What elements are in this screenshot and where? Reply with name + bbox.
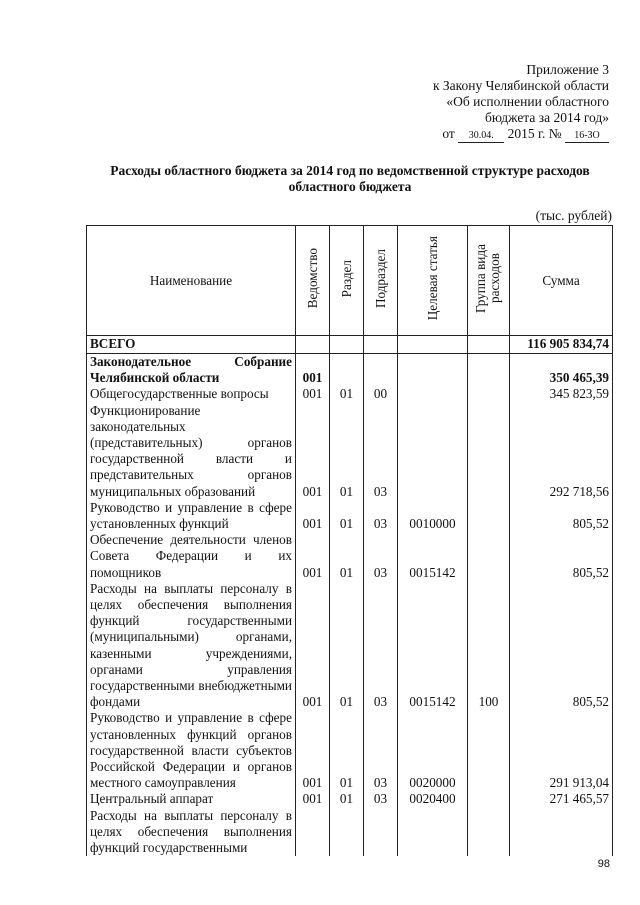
- cell-subsection: 03: [364, 710, 398, 791]
- cell-section: 01: [330, 710, 364, 791]
- cell-subsection: 03: [364, 403, 398, 500]
- cell-target: 0020400: [398, 791, 468, 807]
- cell-sum: 271 465,57: [510, 791, 613, 807]
- cell-sum: 805,52: [510, 532, 613, 581]
- header-group-label: Группа вида расходов: [472, 244, 502, 313]
- cell-section: 01: [330, 386, 364, 402]
- table-row: [87, 581, 613, 711]
- date-prefix: от: [442, 126, 455, 141]
- cell-subsection: 03: [364, 581, 398, 711]
- header-group: [468, 226, 510, 336]
- annex-line-2: к Закону Челябинской области: [432, 78, 609, 93]
- cell-subsection: 03: [364, 791, 398, 807]
- cell-group: [468, 354, 510, 387]
- year-text: 2015 г. №: [507, 126, 562, 141]
- annex-line-3: «Об исполнении областного: [446, 94, 609, 109]
- cell-name: Расходы на выплаты персоналу в целях обеспечения выполнения функций государственными (муниципальными) органами, казенными учреждениями, органами управления государственными внебюджетными фондами: [87, 581, 296, 711]
- annex-line-1: Приложение 3: [526, 62, 609, 77]
- expenses-table: [86, 225, 613, 856]
- page-number: 98: [597, 858, 610, 870]
- law-number: 16-ЗО: [565, 129, 609, 143]
- header-subsection: [364, 226, 398, 336]
- cell-section: 01: [330, 403, 364, 500]
- cell-name: Расходы на выплаты персоналу в целях обеспечения выполнения функций государственными: [87, 808, 296, 857]
- table-header-row: [87, 226, 613, 336]
- cell-group: 100: [468, 581, 510, 711]
- cell-subsection: 00: [364, 386, 398, 402]
- cell-dept: 001: [296, 710, 330, 791]
- cell-dept: 001: [296, 403, 330, 500]
- cell-group: [468, 710, 510, 791]
- cell-dept: 001: [296, 354, 330, 387]
- annex-header: [433, 62, 609, 143]
- cell-name: Законодательное Собрание Челябинской области: [87, 354, 296, 387]
- header-target: [398, 226, 468, 336]
- table-row: [87, 532, 613, 581]
- cell-dept: 001: [296, 500, 330, 532]
- cell-group: [468, 808, 510, 857]
- cell-name: Функционирование законодательных (представительных) органов государственной власти и представительных органов муниципальных образований: [87, 403, 296, 500]
- cell-sum: 291 913,04: [510, 710, 613, 791]
- annex-date-line: [433, 126, 609, 143]
- cell-sum: 345 823,59: [510, 386, 613, 402]
- cell-dept: [296, 808, 330, 857]
- cell-group: [468, 532, 510, 581]
- cell-target: [398, 403, 468, 500]
- cell-name: Руководство и управление в сфере установленных функций органов государственной власти субъектов Российской Федерации и органов местного самоуправления: [87, 710, 296, 791]
- cell-sum: 805,52: [510, 581, 613, 711]
- cell-dept: 001: [296, 532, 330, 581]
- annex-line-4: бюджета за 2014 год»: [485, 110, 609, 125]
- total-sum: 116 905 834,74: [510, 336, 613, 354]
- cell-dept: 001: [296, 581, 330, 711]
- cell-section: 01: [330, 581, 364, 711]
- table-row: [87, 808, 613, 857]
- cell-group: [468, 403, 510, 500]
- cell-name: Центральный аппарат: [87, 791, 296, 807]
- header-subsection-label: Подраздел: [372, 248, 388, 308]
- cell-section: 01: [330, 791, 364, 807]
- header-dept: [296, 226, 330, 336]
- cell-target: [398, 386, 468, 402]
- cell-sum: 350 465,39: [510, 354, 613, 387]
- cell-name: Обеспечение деятельности членов Совета Федерации и их помощников: [87, 532, 296, 581]
- header-dept-label: Ведомство: [304, 248, 320, 309]
- cell-section: 01: [330, 532, 364, 581]
- cell-section: 01: [330, 500, 364, 532]
- cell-subsection: [364, 354, 398, 387]
- table-row: [87, 500, 613, 532]
- cell-group: [468, 791, 510, 807]
- table-row: [87, 403, 613, 500]
- cell-target: [398, 808, 468, 857]
- table-row: [87, 791, 613, 807]
- cell-target: 0010000: [398, 500, 468, 532]
- cell-group: [468, 500, 510, 532]
- cell-subsection: [364, 808, 398, 857]
- units-label: (тыс. рублей): [535, 208, 612, 223]
- table-row: [87, 386, 613, 402]
- cell-sum: [510, 808, 613, 857]
- total-label: ВСЕГО: [87, 336, 296, 354]
- header-target-label: Целевая статья: [424, 236, 440, 321]
- cell-target: [398, 354, 468, 387]
- cell-target: 0015142: [398, 581, 468, 711]
- table-row: [87, 710, 613, 791]
- cell-sum: 292 718,56: [510, 403, 613, 500]
- cell-name: Общегосударственные вопросы: [87, 386, 296, 402]
- cell-group: [468, 386, 510, 402]
- header-section: [330, 226, 364, 336]
- cell-name: Руководство и управление в сфере установленных функций: [87, 500, 296, 532]
- date-value: 30.04.: [458, 129, 504, 143]
- cell-dept: 001: [296, 791, 330, 807]
- cell-subsection: 03: [364, 500, 398, 532]
- table-row: [87, 354, 613, 387]
- total-row: [87, 336, 613, 354]
- cell-section: [330, 354, 364, 387]
- header-section-label: Раздел: [338, 259, 354, 298]
- cell-subsection: 03: [364, 532, 398, 581]
- document-title: Расходы областного бюджета за 2014 год по ведомственной структуре расходов областного бюджета: [110, 163, 590, 194]
- header-name: Наименование: [87, 226, 296, 336]
- header-sum: Сумма: [510, 226, 613, 336]
- cell-sum: 805,52: [510, 500, 613, 532]
- cell-dept: 001: [296, 386, 330, 402]
- cell-section: [330, 808, 364, 857]
- cell-target: 0020000: [398, 710, 468, 791]
- cell-target: 0015142: [398, 532, 468, 581]
